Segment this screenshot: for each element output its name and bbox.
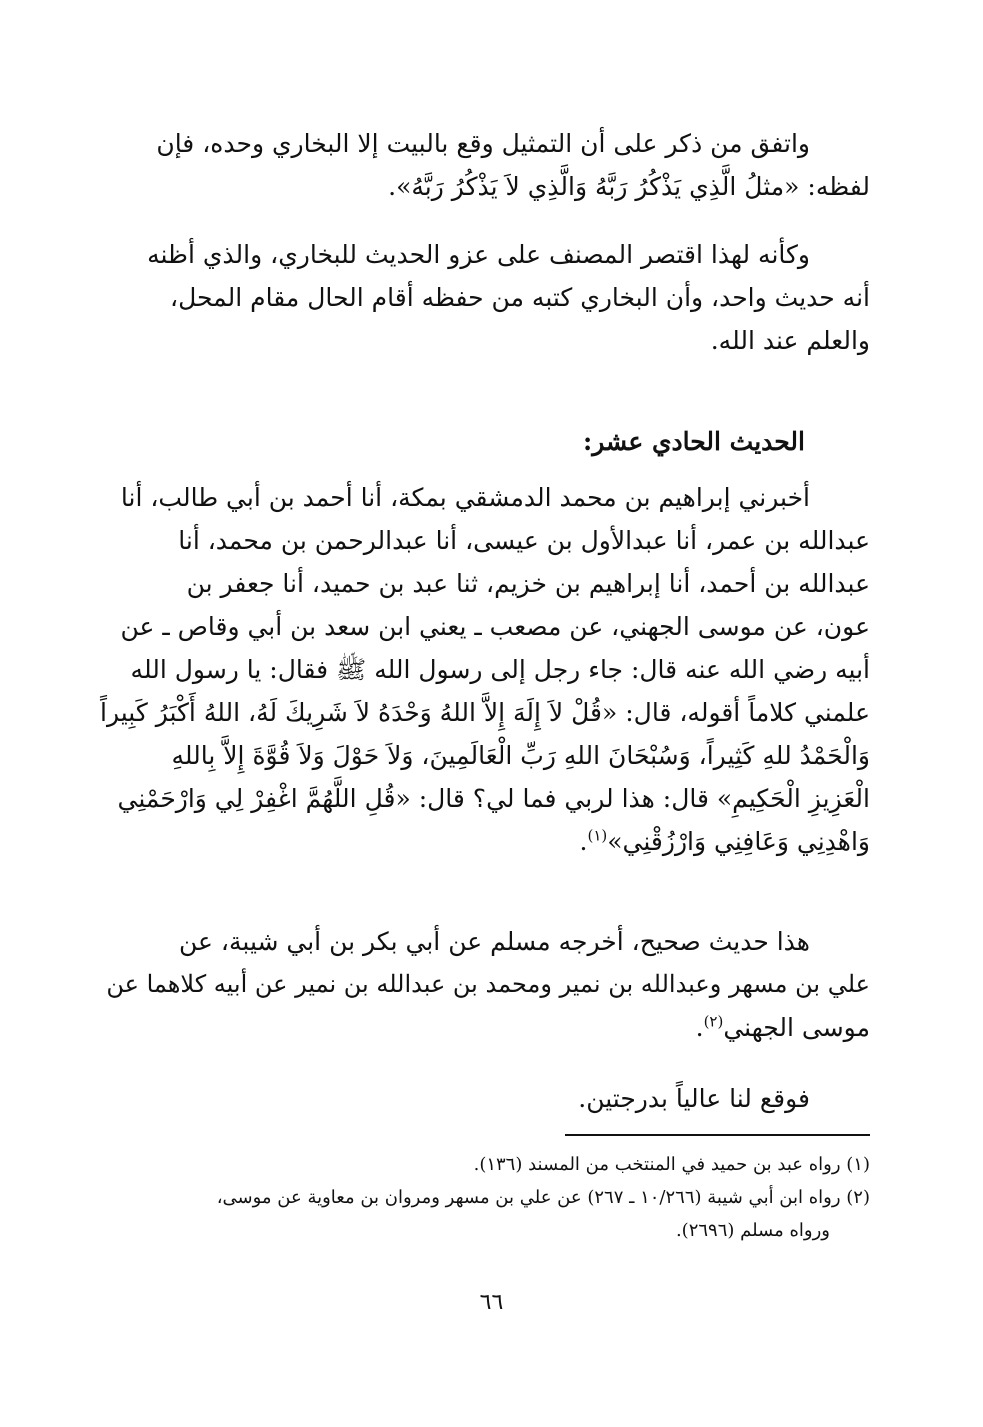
text-line: عبدالله بن أحمد، أنا إبراهيم بن خزيم، ثنا عبد بن حميد، أنا جعفر بن: [186, 569, 870, 598]
footnotes: [95, 1148, 870, 1247]
text-line: عون، عن موسى الجهني، عن مصعب ـ يعني ابن سعد بن أبي وقاص ـ عن: [120, 612, 870, 641]
text-line: [95, 820, 870, 863]
text-line: أخبرني إبراهيم بن محمد الدمشقي بمكة، أنا أحمد بن أبي طالب، أنا: [120, 483, 810, 512]
paragraph-conclusion: [95, 1077, 870, 1120]
footnote-2-continuation: ورواه مسلم (٢٦٩٦).: [675, 1220, 830, 1241]
footnote-1: (١) رواه عبد بن حميد في المنتخب من المسند (١٣٦).: [473, 1154, 870, 1175]
text-line: وَالْحَمْدُ للهِ كَثِيراً، وَسُبْحَانَ اللهِ رَبِّ الْعَالَمِينَ، وَلاَ حَوْلَ وَلاَ قُوَّةَ إِلاَّ بِاللهِ: [171, 741, 870, 770]
text-fragment: .: [695, 1013, 704, 1042]
text-fragment: موسى الجهني: [723, 1013, 870, 1042]
text-line: [95, 1006, 870, 1049]
text-line: والعلم عند الله.: [710, 326, 870, 355]
text-line: الْعَزِيزِ الْحَكِيمِ» قال: هذا لربي فما لي؟ قال: «قُلِ اللَّهُمَّ اغْفِرْ لِي وَارْحَمْنِي: [117, 784, 870, 813]
paragraph-grading: [95, 920, 870, 1049]
text-line: فوقع لنا عالياً بدرجتين.: [578, 1084, 810, 1113]
text-fragment: وَاهْدِنِي وَعَافِنِي وَارْزُقْنِي»: [607, 827, 870, 856]
text-line: أنه حديث واحد، وأن البخاري كتبه من حفظه أقام الحال مقام المحل،: [170, 283, 870, 312]
paragraph-hadith-text: [95, 476, 870, 863]
text-line: عبدالله بن عمر، أنا عبدالأول بن عيسى، أنا عبدالرحمن بن محمد، أنا: [178, 526, 870, 555]
footnote-reference: (١): [587, 826, 608, 845]
text-line: لفظه: «مثلُ الَّذِي يَذْكُرُ رَبَّهُ وَالَّذِي لاَ يَذْكُرُ رَبَّهُ».: [388, 172, 870, 201]
footnote-reference: (٢): [703, 1012, 724, 1031]
text-fragment: .: [579, 827, 588, 856]
text-line: هذا حديث صحيح، أخرجه مسلم عن أبي بكر بن أبي شيبة، عن: [179, 927, 810, 956]
text-line: واتفق من ذكر على أن التمثيل وقع بالبيت إلا البخاري وحده، فإن: [156, 129, 810, 158]
text-line: أبيه رضي الله عنه قال: جاء رجل إلى رسول الله ﷺ فقال: يا رسول الله: [130, 655, 870, 684]
footnote-separator: [565, 1134, 870, 1136]
text-line: علمني كلاماً أقوله، قال: «قُلْ لاَ إِلَهَ إِلاَّ اللهُ وَحْدَهُ لاَ شَرِيكَ لَهُ، اللهُ أَكْبَرُ كَبِيراً: [100, 698, 870, 727]
footnote-2: (٢) رواه ابن أبي شيبة (١٠/٢٦٦ ـ ٢٦٧) عن علي بن مسهر ومروان بن معاوية عن موسى،: [216, 1187, 870, 1208]
paragraph-author-opinion: [95, 233, 870, 362]
section-heading: الحديث الحادي عشر:: [583, 427, 805, 456]
page-number: ٦٦: [479, 1290, 504, 1315]
text-line: علي بن مسهر وعبدالله بن نمير ومحمد بن عبدالله بن نمير عن أبيه كلاهما عن: [106, 970, 870, 998]
text-line: وكأنه لهذا اقتصر المصنف على عزو الحديث للبخاري، والذي أظنه: [147, 240, 810, 269]
paragraph-bukhari-wording: [95, 122, 870, 208]
